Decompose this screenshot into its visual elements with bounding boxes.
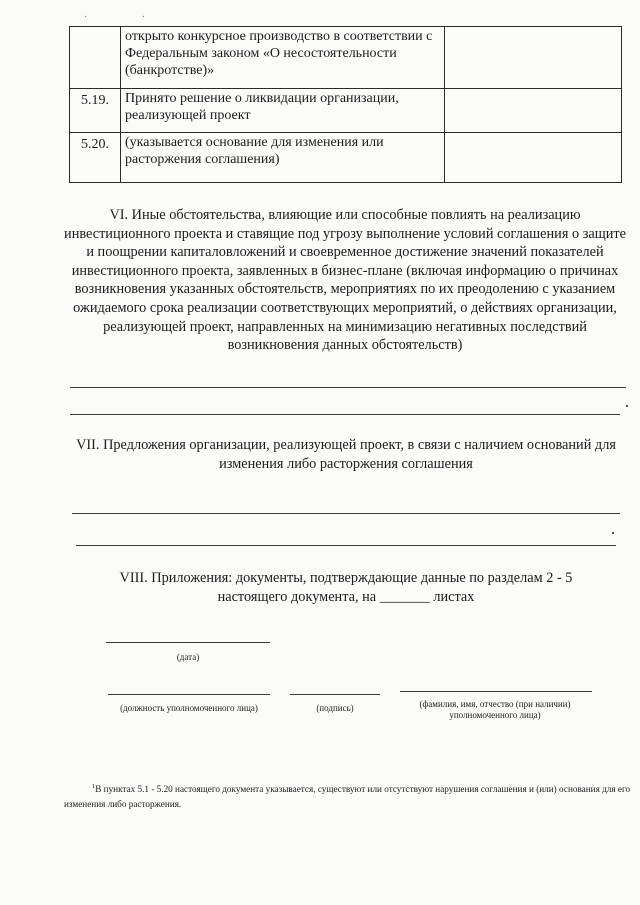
section-8-line-2 <box>66 588 626 607</box>
fill-line <box>70 414 620 415</box>
row-text: Принято решение о ликвидации организации, реализующей проект <box>121 89 445 133</box>
footnote-marker: 1 <box>92 783 96 790</box>
row-text: (указывается основание для изменения или расторжения соглашения) <box>121 133 445 183</box>
name-label: (фамилия, имя, отчество (при наличии) уполномоченного лица) <box>419 699 571 720</box>
criteria-table <box>69 26 622 183</box>
section-6-heading: VI. Иные обстоятельства, влияющие или способные повлиять на реализацию инвестиционного проекта и ставящие под угрозу выполнение условий соглашения о защите и поощрении капиталовложений и своевременное достижение значений показателей инвестиционного проекта, заявленных в бизнес-плане (включая информацию о причинах возникновения указанных обстоятельств, мероприятиях по их преодолению с указанием ожидаемого срока реализации соответствующих мероприятий, о действиях организации, реализующей проект, направленных на минимизацию негативных последствий возникновения данных обстоятельств) <box>64 207 626 354</box>
name-line <box>400 691 592 692</box>
date-line <box>106 642 270 643</box>
section-8-heading <box>66 569 626 606</box>
table-row <box>70 133 622 183</box>
scan-speck <box>626 405 628 407</box>
fill-line <box>70 387 626 388</box>
scan-specks: · · <box>84 12 172 23</box>
row-value <box>445 89 622 133</box>
row-value <box>445 133 622 183</box>
fill-line <box>76 545 616 546</box>
row-number <box>70 27 121 89</box>
row-value <box>445 27 622 89</box>
signature-label: (подпись) <box>316 703 354 713</box>
fill-line <box>72 513 620 514</box>
footnote-text: В пунктах 5.1 - 5.20 настоящего документа указывается, существуют или отсутствуют нарушения соглашения и (или) основания для его изменения либо расторжения. <box>64 784 631 809</box>
row-text: открыто конкурсное производство в соответствии с Федеральным законом «О несостоятельности (банкротстве)» <box>121 27 445 89</box>
sheets-count-blank: _______ <box>379 588 430 605</box>
section-8-line-1: VIII. Приложения: документы, подтверждающие данные по разделам 2 - 5 <box>119 570 573 586</box>
section-8-prefix: настоящего документа, на <box>217 588 377 605</box>
section-7-heading: VII. Предложения организации, реализующей проект, в связи с наличием оснований для изменения либо расторжения соглашения <box>76 437 616 472</box>
position-line <box>108 694 270 695</box>
table-row <box>70 89 622 133</box>
scan-speck <box>612 532 614 534</box>
position-label: (должность уполномоченного лица) <box>120 703 258 713</box>
table-row <box>70 27 622 89</box>
footnote <box>64 780 634 811</box>
section-8-suffix: листах <box>433 588 475 605</box>
signature-line <box>290 694 380 695</box>
row-number: 5.20. <box>70 133 121 183</box>
row-number: 5.19. <box>70 89 121 133</box>
date-label: (дата) <box>176 652 200 662</box>
